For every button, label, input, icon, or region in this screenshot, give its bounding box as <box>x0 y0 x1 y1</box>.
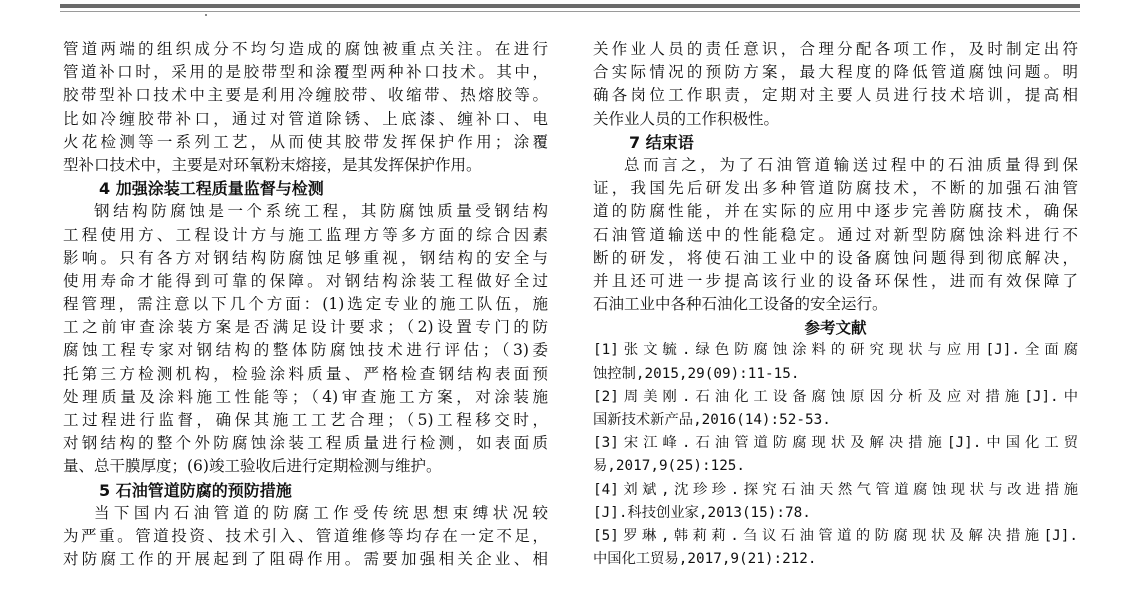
text-line: 断的研发，将使石油工业中的设备腐蚀问题得到彻底解决， <box>593 248 1078 267</box>
reference-line: [3]宋江峰.石油管道防腐现状及解决措施[J].中国化工贸 <box>593 435 1078 452</box>
text-line: 并且还可进一步提高该行业的设备环保性，进而有效保障了 <box>593 271 1078 290</box>
reference-line: 中国化工贸易,2017,9(21):212. <box>593 551 817 568</box>
reference-line: [1]张文毓.绿色防腐蚀涂料的研究现状与应用[J].全面腐 <box>593 342 1078 359</box>
reference-line: [5]罗琳,韩莉莉.刍议石油管道的防腐现状及解决措施[J]. <box>593 527 1078 544</box>
reference-line: [4]刘斌,沈珍珍.探究石油天然气管道腐蚀现状与改进措施 <box>593 481 1078 498</box>
text-line: 管道补口时，采用的是胶带型和涂覆型两种补口技术。其中， <box>63 63 548 82</box>
paragraph-continued-left <box>63 38 548 177</box>
text-line: 托第三方检测机构，检验涂料质量、严格检查钢结构表面预 <box>63 364 548 383</box>
text-line: 腐蚀工程专家对钢结构的整体防腐蚀技术进行评估；（3)委 <box>63 341 548 360</box>
text-line: 合实际情况的预防方案，最大程度的降低管道腐蚀问题。明 <box>593 63 1078 82</box>
section-5-paragraph <box>63 502 548 572</box>
reference-line: 蚀控制,2015,29(09):11-15. <box>593 365 800 382</box>
text-line: 对防腐工作的开展起到了阻碍作用。需要加强相关企业、相 <box>63 550 548 569</box>
section-4-paragraph <box>63 200 548 478</box>
text-line: 管道两端的组织成分不均匀造成的腐蚀被重点关注。在进行 <box>63 40 548 58</box>
text-line: 关作业人员的责任意识，合理分配各项工作，及时制定出符 <box>593 40 1078 58</box>
text-line: 关作业人员的工作积极性。 <box>593 109 780 128</box>
text-line: 工过程进行监督，确保其施工工艺合理；（5)工程移交时， <box>63 411 548 429</box>
text-line: 钢结构防腐蚀是一个系统工程，其防腐蚀质量受钢结构 <box>94 202 548 221</box>
references-list <box>593 339 1078 571</box>
text-line: 确各岗位工作职责，定期对主要人员进行技术培训，提高相 <box>593 86 1078 105</box>
reference-line: [J].科技创业家,2013(15):78. <box>593 504 811 521</box>
section-5-heading: 5 石油管道防腐的预防措施 <box>99 480 292 500</box>
text-line: 石油工业中各种石油化工设备的安全运行。 <box>593 295 888 314</box>
text-line: 证，我国先后研发出多种管道防腐技术，不断的加强石油管 <box>593 179 1078 198</box>
left-column <box>63 38 548 571</box>
section-7-heading: 7 结束语 <box>629 132 694 152</box>
header-dot <box>205 14 207 16</box>
reference-line: 国新技术新产品,2016(14):52-53. <box>593 412 831 428</box>
text-line: 程管理，需注意以下几个方面：(1)选定专业的施工队伍，施 <box>63 295 548 314</box>
text-line: 工程使用方、工程设计方与施工监理方等多方面的综合因素 <box>63 225 548 244</box>
right-column <box>593 38 1078 571</box>
text-line: 胶带型补口技术中主要是利用冷缠胶带、收缩带、热熔胶等。 <box>63 86 548 105</box>
header-rule-thick <box>60 4 1080 8</box>
reference-line: 易,2017,9(25):125. <box>593 458 746 475</box>
text-line: 为严重。管道投资、技术引入、管道维修等均存在一定不足， <box>63 526 548 545</box>
text-line: 使用寿命才能得到可靠的保障。对钢结构涂装工程做好全过 <box>63 271 548 290</box>
section-4-heading: 4 加强涂装工程质量监督与检测 <box>99 179 324 199</box>
text-line: 量、总干膜厚度；(6)竣工验收后进行定期检测与维护。 <box>63 457 442 476</box>
text-line: 火花检测等一系列工艺，从而使其胶带发挥保护作用；涂覆 <box>63 132 548 151</box>
text-line: 对钢结构的整个外防腐蚀涂装工程质量进行检测，如表面质 <box>63 434 548 453</box>
text-line: 型补口技术中，主要是对环氧粉末熔接，是其发挥保护作用。 <box>63 155 482 174</box>
text-line: 当下国内石油管道的防腐工作受传统思想束缚状况较 <box>94 503 548 522</box>
reference-line: [2]周美刚.石油化工设备腐蚀原因分析及应对措施[J].中 <box>593 388 1078 405</box>
text-line: 比如冷缠胶带补口，通过对管道除锈、上底漆、缠补口、电 <box>63 109 548 128</box>
section-7-paragraph <box>593 154 1078 316</box>
text-line: 石油管道输送中的性能稳定。通过对新型防腐蚀涂料进行不 <box>593 225 1078 244</box>
text-line: 工之前审查涂装方案是否满足设计要求；（2)设置专门的防 <box>63 318 548 337</box>
text-line: 总而言之，为了石油管道输送过程中的石油质量得到保 <box>624 155 1078 174</box>
text-line: 影响。只有各方对钢结构防腐蚀足够重视，钢结构的安全与 <box>63 248 548 267</box>
references-title: 参考文献 <box>804 318 867 338</box>
paragraph-continued-right <box>593 38 1078 131</box>
text-line: 处理质量及涂料施工性能等；（4)审查施工方案，对涂装施 <box>63 387 548 406</box>
text-line: 道的防腐性能，并在实际的应用中逐步完善防腐技术，确保 <box>593 202 1078 221</box>
header-rule-thin <box>60 11 1080 12</box>
